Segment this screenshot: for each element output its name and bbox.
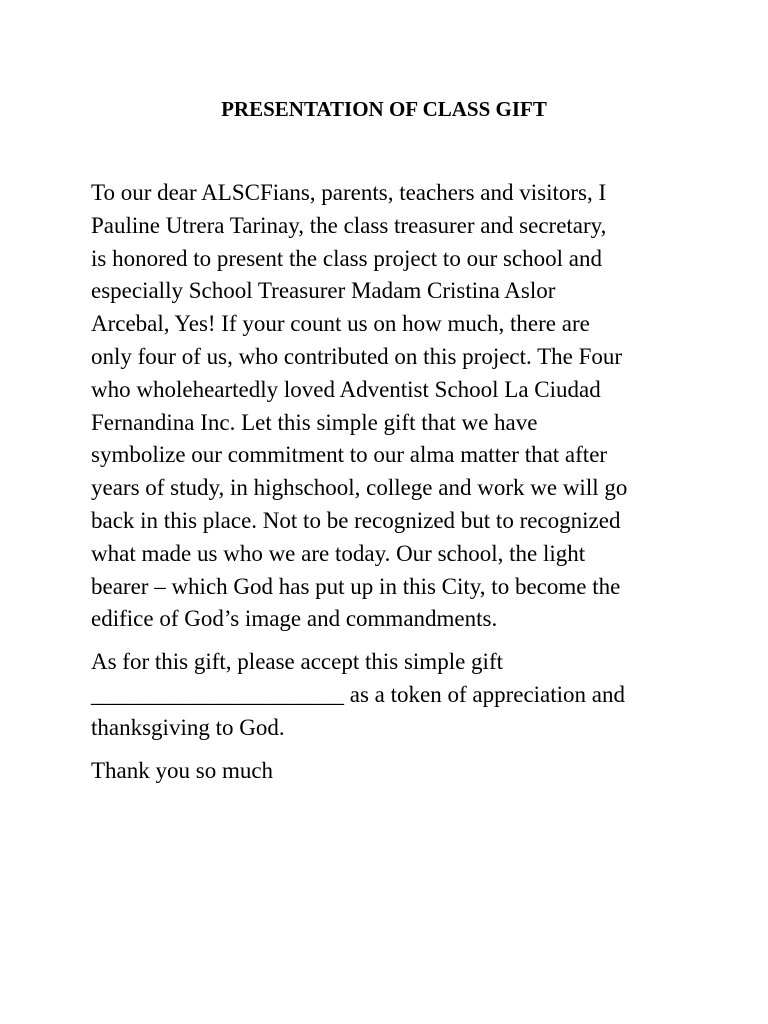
text-line: ______________________ as a token of appreciation and	[91, 681, 625, 707]
paragraph-presentation	[91, 177, 691, 636]
text-line: what made us who we are today. Our school, the light	[91, 540, 586, 566]
paragraph-closing	[91, 755, 691, 788]
text-line: especially School Treasurer Madam Cristina Aslor	[91, 278, 556, 304]
text-line: only four of us, who contributed on this project. The Four	[91, 343, 623, 369]
text-line: As for this gift, please accept this simple gift	[91, 649, 503, 675]
text-line: Fernandina Inc. Let this simple gift that we have	[91, 409, 538, 435]
text-line: who wholeheartedly loved Adventist School La Ciudad	[91, 376, 601, 402]
text-line: Thank you so much	[91, 757, 274, 783]
text-line: Pauline Utrera Tarinay, the class treasurer and secretary,	[91, 212, 607, 238]
text-line: Arcebal, Yes! If your count us on how much, there are	[91, 311, 590, 337]
text-line: symbolize our commitment to our alma matter that after	[91, 442, 608, 468]
document-body	[91, 177, 691, 787]
paragraph-gift	[91, 646, 691, 744]
text-line: thanksgiving to God.	[91, 714, 285, 740]
text-line: years of study, in highschool, college and work we will go	[91, 475, 628, 501]
text-line: is honored to present the class project to our school and	[91, 245, 602, 271]
text-line: To our dear ALSCFians, parents, teachers and visitors, I	[91, 180, 607, 205]
text-line: back in this place. Not to be recognized but to recognized	[91, 507, 621, 533]
text-line: edifice of God’s image and commandments.	[91, 606, 498, 632]
document-title: PRESENTATION OF CLASS GIFT	[221, 97, 547, 121]
text-line: bearer – which God has put up in this City, to become the	[91, 573, 621, 599]
